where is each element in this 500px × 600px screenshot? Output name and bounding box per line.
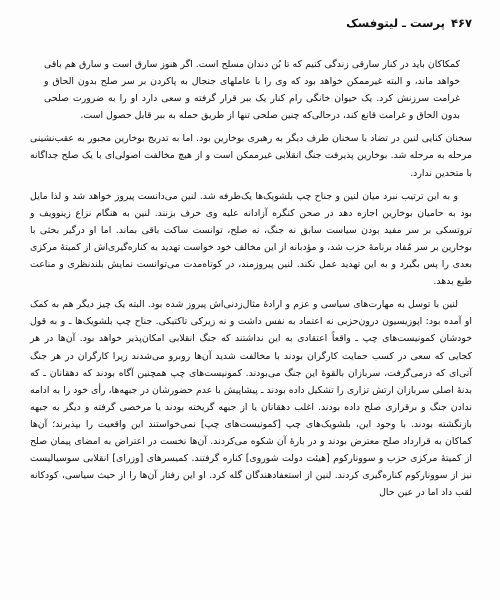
quote-text: کمکاکان باید در کنار سارقی زندگی کنیم که تا بُن دندان مسلح است. اگر هنوز سارق است و سارق هم باقی خواهد ماند، و البته غیرممکن خواهد بود که وی را با عاملهای جنجال به پاکردن بر سر صلح بدون الحاق و غرامت سرزنش کرد. یک حیوان خانگی رام کنار یک ببر قرار گرفته و سعی دارد او را به ضرورت صلحی بدون الحاق و غرامت قانع کند، درحالی‌که چنین صلحی تنها از طریق حمله به ببر قابل حصول است. [44, 59, 460, 122]
paragraph: و به این ترتیب نبرد میان لنین و جناح چپ بلشویک‌ها یک‌طرفه شد. لنین می‌دانست پیروز خواهد شد و لذا مایل بود به حامیان بوخارین اجازه دهد در صحن کنگره آزادانه علیه وی حرف بزنند. لنین به هنگام نزاع زینوویف و تروتسکی بر سر مفید بودن سیاست سابق نه جنگ، نه صلح، توانست ساکت باقی بماند. اما او درگیر بحثی با بوخارین بر سر مُفاد برنامهٔ حزب شد، و مؤدبانه از این مخالف خود خواست تهدید به کناره‌گیری‌اش از کمیتهٔ مرکزی بعدی را پس بگیرد و به این تهدید عمل نکند. لنین پیروزمند، در کوتاه‌مدت می‌توانست نمایش بلندنظری و مناعت طبع بدهد. [30, 190, 472, 288]
paragraph: لنین با توسل به مهارت‌های سیاسی و عزم و ارادهٔ مثال‌زدنی‌اش پیروز شده بود. البته یک چیز دیگر هم به کمک او آمده بود: اپوزیسیون درون‌حزبی نه اعتماد به نفس داشت و نه زیرکی تاکتیکی. جناح چپ بلشویک‌ها ـ و به قول خودشان کمونیست‌های چپ ـ واقعاً اعتقادی به این نداشتند که جنگ انقلابی امکان‌پذیر خواهد بود. آن‌ها در هر کجایی که سعی در کسب حمایت کارگران بودند با مخالفت شدید آن‌ها روبرو می‌شدند زیرا کارگران در هر جنگ آتی‌ای که درمی‌گرفت، سربازان بالقوهٔ این جنگ می‌بودند. کمونیست‌های چپ همچنین آگاه بودند که دهقانان ـ که بدنهٔ اصلی سربازان ارتش تزاری را تشکیل داده بودند ـ پیشاپیش با عدم حضورشان در جبهه‌ها، رأی خود را به ادامه ندادن جنگ و برقراری صلح داده بودند. اغلب دهقانان یا از جبهه گریخته بودند یا مرخصی گرفته و دیگر به جبهه بازنگشته بودند. با وجود این، بلشویک‌های چپ [کمونیست‌های چپ] نمی‌خواستند این واقعیت را بپذیرند؛ آن‌ها کماکان به قرارداد صلح معترض بودند و در بارهٔ آن شکوه می‌کردند. آن‌ها نخست در اعتراض به امضای پیمان صلح از کمیتهٔ مرکزی حزب و سوونارکوم [هیئت دولت شوروی] کناره گرفتند. کمیسرهای [وزرای] انقلابی سوسیالیست نیز از سوونارکوم کناره‌گیری کردند. لنین از استعفادهندگان گله کرد. او این رفتار آن‌ها را از حیث سیاسی، کودکانه لقب داد اما در عین حال [30, 299, 472, 499]
body-text [30, 130, 472, 501]
paragraph: سخنان کنایی لنین در تضاد با سخنان طرف دیگر به رهبری بوخارین بود. اما به تدریج بوخارین مجبور به عقب‌نشینی مرحله به مرحله شد. بوخارین پذیرفت جنگ انقلابی غیرممکن است و از هیچ مخالفت اصولی‌ای با یک صلح جداگانه با متحدین ندارد. [30, 133, 472, 179]
running-header [30, 16, 472, 36]
running-title: پرست ـ لیتوفسک [346, 16, 445, 30]
block-quote [30, 56, 472, 124]
page-number: ۴۶۷ [450, 16, 472, 30]
